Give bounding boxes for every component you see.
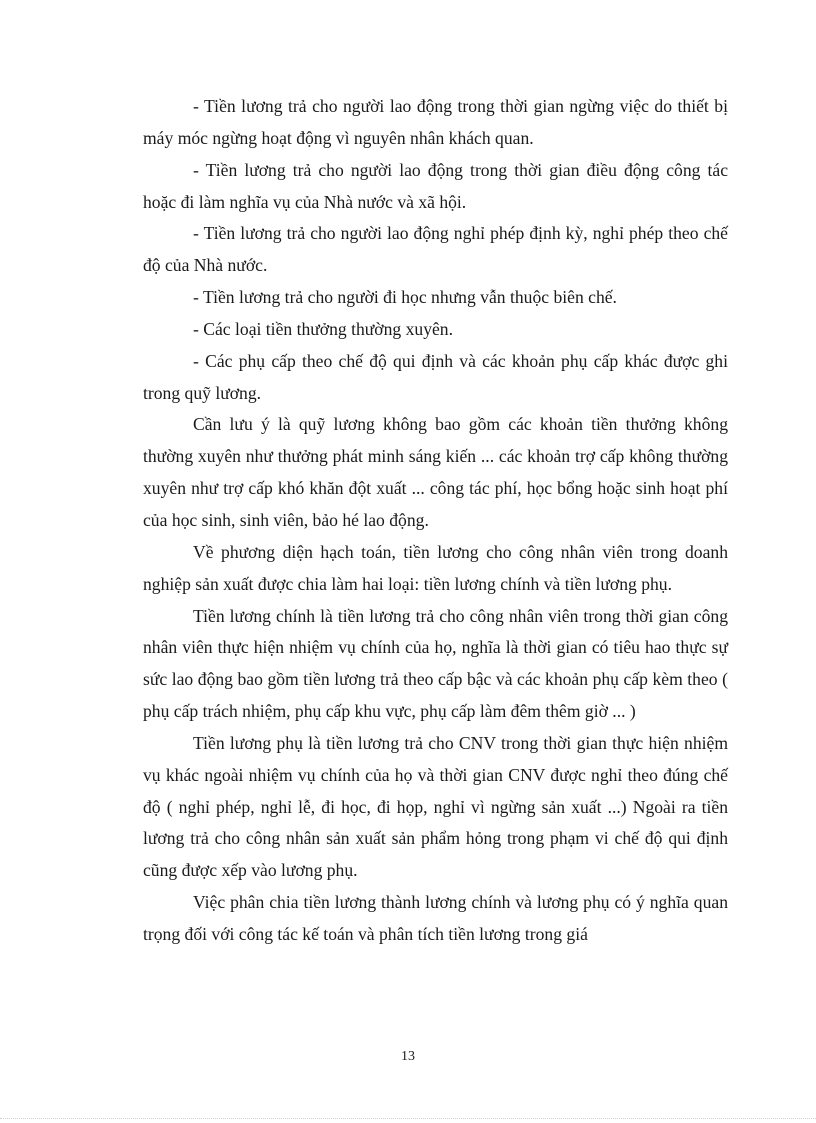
paragraph-2: - Tiền lương trả cho người lao động trong thời gian điều động công tác hoặc đi làm nghĩa vụ của Nhà nước và xã hội. bbox=[143, 159, 728, 212]
paragraph-5: - Các loại tiền thưởng thường xuyên. bbox=[193, 318, 453, 339]
paragraph-7: Cần lưu ý là quỹ lương không bao gồm các khoản tiền thưởng không thường xuyên như thưởng phát minh sáng kiến ... các khoản trợ cấp không thường xuyên như trợ cấp khó khăn đột xuất ... công tác phí, học bổng hoặc sinh hoạt phí của học sinh, sinh viên, bảo hé lao động. bbox=[143, 414, 728, 530]
body-text bbox=[143, 91, 728, 951]
paragraph-9: Tiền lương chính là tiền lương trả cho công nhân viên trong thời gian công nhân viên thực hiện nhiệm vụ chính của họ, nghĩa là thời gian có tiêu hao thực sự sức lao động bao gồm tiền lương trả theo cấp bậc và các khoản phụ cấp kèm theo ( phụ cấp trách nhiệm, phụ cấp khu vực, phụ cấp làm đêm thêm giờ ... ) bbox=[143, 605, 728, 722]
paragraph-1: - Tiền lương trả cho người lao động trong thời gian ngừng việc do thiết bị máy móc ngừng hoạt động vì nguyên nhân khách quan. bbox=[143, 96, 728, 148]
paragraph-11: Việc phân chia tiền lương thành lương chính và lương phụ có ý nghĩa quan trọng đối với công tác kế toán và phân tích tiền lương trong giá bbox=[143, 892, 728, 944]
paragraph-4: - Tiền lương trả cho người đi học nhưng vẫn thuộc biên chế. bbox=[193, 287, 617, 308]
footer-divider bbox=[0, 1118, 816, 1119]
paragraph-3: - Tiền lương trả cho người lao động nghỉ phép định kỳ, nghỉ phép theo chế độ của Nhà nước. bbox=[143, 223, 728, 276]
paragraph-10: Tiền lương phụ là tiền lương trả cho CNV trong thời gian thực hiện nhiệm vụ khác ngoài nhiệm vụ chính của họ và thời gian CNV được nghỉ theo đúng chế độ ( nghỉ phép, nghỉ lễ, đi học, đi họp, nghỉ vì ngừng sản xuất ...) Ngoài ra tiền lương trả cho công nhân sản xuất sản phẩm hỏng trong phạm vi chế độ qui định cũng được xếp vào lương phụ. bbox=[143, 732, 728, 881]
paragraph-6: - Các phụ cấp theo chế độ qui định và các khoản phụ cấp khác được ghi trong quỹ lương. bbox=[143, 350, 728, 403]
page-number: 13 bbox=[401, 1049, 415, 1064]
paragraph-8: Về phương diện hạch toán, tiền lương cho công nhân viên trong doanh nghiệp sản xuất được chia làm hai loại: tiền lương chính và tiền lương phụ. bbox=[143, 541, 728, 594]
